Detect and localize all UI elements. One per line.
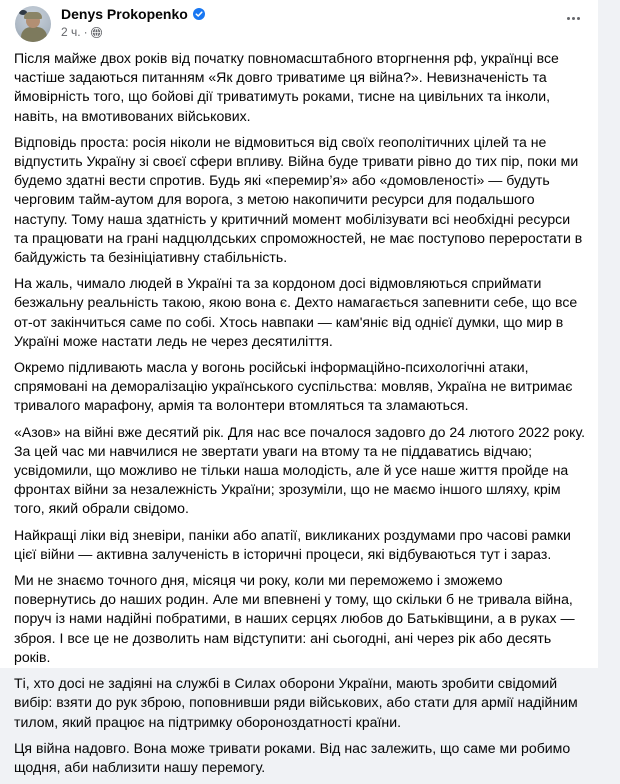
avatar-cap [24, 12, 42, 19]
post-timestamp-link[interactable]: 2 ч. [61, 25, 81, 39]
author-name-link[interactable]: Denys Prokopenko [61, 6, 188, 22]
post-paragraph: «Азов» на війні вже десятий рік. Для нас все почалося задовго до 24 лютого 2022 року. За цей час ми навчилися не звертати уваги на втому та не піддаватись відчаю; усвідомили, що можливо не тільки наша молодість, але й усе наше життя пройде на фронтах війни за незалежність України; зрозуміли, що не маємо іншого шляху, крім того, який обрали свідомо. [14, 423, 586, 517]
post-body [14, 49, 586, 784]
more-horizontal-icon-dot [577, 17, 580, 20]
more-horizontal-icon-dot [567, 17, 570, 20]
more-options-button[interactable] [561, 10, 585, 26]
post-header [15, 6, 585, 42]
post-paragraph: Ця війна надовго. Вона може тривати роками. Від нас залежить, що саме ми робимо щодня, аби наблизити нашу перемогу. [14, 739, 571, 775]
more-horizontal-icon-dot [572, 17, 575, 20]
post-paragraph: Ті, хто досі не задіяні на службі в Силах оборони України, мають зробити свідомий вибір: взяти до рук зброю, поповнивши ряди військових, або стати для армії надійним тилом, який працює на підтримку обороноздатності країни. [14, 675, 578, 730]
author-row [61, 6, 205, 22]
verified-badge-icon [193, 8, 205, 20]
post-paragraph: Окремо підливають масла у вогонь російські інформаційно-психологічні атаки, спрямовані на деморалізацію українського суспільства: мовляв, Україна не витримає тривалого марафону, армія та волонтери втомляться та зламаються. [14, 359, 573, 414]
author-avatar[interactable] [15, 6, 51, 42]
post-paragraph: Найкращі ліки від зневіри, паніки або апатії, викликаних роздумами про часові рамки цієї війни — активна залученість в історичні процеси, які відбуваються тут і зараз. [14, 526, 571, 562]
post-meta [61, 25, 102, 39]
meta-separator: · [83, 25, 88, 39]
post-paragraph: Після майже двох років від початку повномасштабного вторгнення рф, українці все частіше задаються питанням «Як довго триватиме ця війна?». Невизначеність та ймовірність того, що бойові дії триватимуть роками, тисне на цивільних та інколи, навіть, на вмотивованих військових. [14, 50, 559, 124]
post-paragraph: На жаль, чимало людей в Україні та за кордоном досі відмовляються сприймати безжальну реальність такою, якою вона є. Дехто намагається запевнити себе, що все от-от закінчиться саме по собі. Хтось навпаки — кам'яніє від однієї думки, що мир в Україні може настати ледь не через десятиліття. [14, 275, 578, 349]
avatar-body [21, 27, 47, 42]
post-paragraph: Ми не знаємо точного дня, місяця чи року, коли ми переможемо і зможемо повернутись до наших родин. Але ми впевнені у тому, що скільки б не тривала війна, поруч із нами надійні побратими, в наших серцях любов до Батьківщини, а в руках — зброя. І все це не дозволить нам відступити: ані сьогодні, ані через рік або десять років. [14, 572, 575, 665]
globe-icon[interactable] [91, 27, 102, 38]
post-paragraph: Відповідь проста: росія ніколи не відмовиться від своїх геополітичних цілей та не відпустить Україну зі своєї сфери впливу. Війна буде тривати рівно до тих пір, поки ми будемо здатні вести спротив. Будь які «перемир’я» або «домовленості» — будуть черговим тайм-аутом для ворога, з метою накопичити ресурси для подальшого наступу. Тому наша здатність у критичний момент мобілізувати всі необхідні ресурси та працювати на грані надцюлдських спроможностей, не має поступово переростати в байдужість та безініціативну стабільність. [14, 133, 583, 266]
